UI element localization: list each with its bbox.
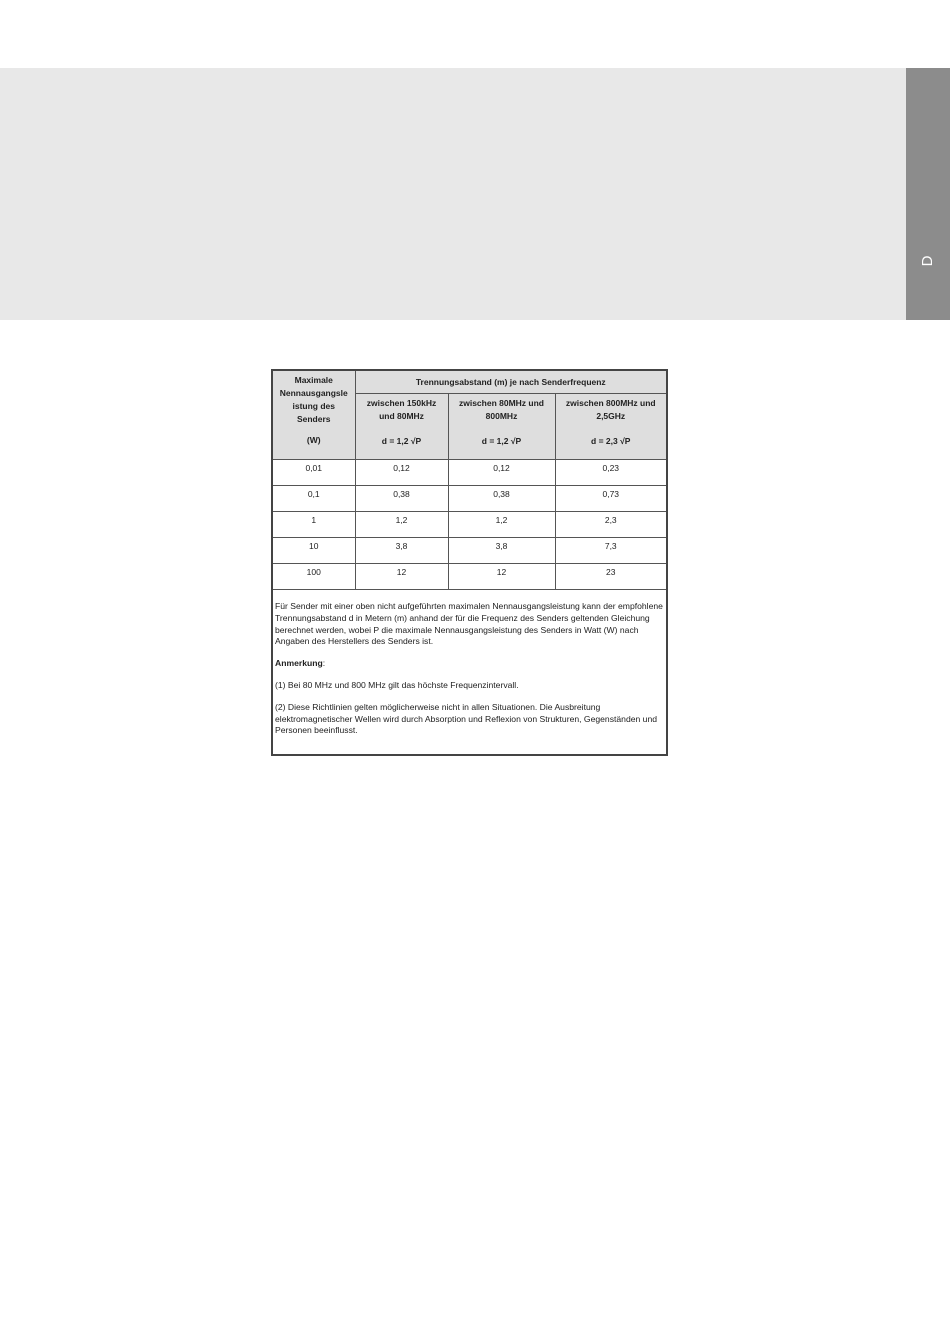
table-cell: 2,3 bbox=[555, 512, 666, 538]
freq-range-line: 800MHz bbox=[485, 411, 518, 421]
freq-range-line: zwischen 150kHz bbox=[366, 398, 437, 408]
table-cell: 100 bbox=[273, 564, 355, 590]
power-header-line: istung des bbox=[292, 401, 335, 411]
freq-range-line: zwischen 80MHz und bbox=[458, 398, 544, 408]
table-cell: 12 bbox=[448, 564, 555, 590]
table-cell: 0,1 bbox=[273, 486, 355, 512]
power-unit: (W) bbox=[306, 435, 321, 445]
table-row bbox=[273, 512, 666, 538]
table-cell: 0,12 bbox=[448, 460, 555, 486]
freq-range-line: zwischen 800MHz und bbox=[565, 398, 656, 408]
power-header-line: Maximale bbox=[294, 375, 333, 385]
table-cell: 7,3 bbox=[555, 538, 666, 564]
power-column-header bbox=[273, 371, 355, 460]
table-cell: 0,38 bbox=[448, 486, 555, 512]
table-cell: 0,38 bbox=[355, 486, 448, 512]
distance-formula: d = 1,2 √P bbox=[481, 436, 522, 446]
table-row bbox=[273, 564, 666, 590]
table-cell: 3,8 bbox=[355, 538, 448, 564]
table-row bbox=[273, 538, 666, 564]
distance-formula: d = 2,3 √P bbox=[591, 436, 631, 446]
freq-column-header bbox=[448, 394, 555, 460]
intro-note: Für Sender mit einer oben nicht aufgeführten maximalen Nennausgangsleistung kann der empfohlene Trennungsabstand d in Metern (m) anhand der für die Frequenz des Senders geltenden Gleichung berechnet werden, wobei P die maximale Nennausgangsleistung des Senders in Watt (W) nach Angaben des Herstellers des Senders ist. bbox=[275, 601, 663, 647]
note-1: (1) Bei 80 MHz und 800 MHz gilt das höchste Frequenzintervall. bbox=[275, 679, 519, 690]
separation-distance-table bbox=[273, 371, 666, 590]
freq-range-line: und 80MHz bbox=[379, 411, 424, 421]
table-row bbox=[273, 460, 666, 486]
table-cell: 0,01 bbox=[273, 460, 355, 486]
header-band bbox=[0, 68, 906, 320]
power-header-line: Nennausgangsle bbox=[279, 388, 348, 398]
table-cell: 3,8 bbox=[448, 538, 555, 564]
freq-column-header bbox=[355, 394, 448, 460]
table-cell: 0,23 bbox=[555, 460, 666, 486]
language-tab-letter: D bbox=[919, 255, 936, 267]
language-side-tab bbox=[906, 68, 950, 320]
table-cell: 10 bbox=[273, 538, 355, 564]
anmerkung-suffix: : bbox=[322, 658, 326, 669]
separation-distance-header: Trennungsabstand (m) je nach Senderfrequenz bbox=[355, 371, 666, 394]
distance-formula: d = 1,2 √P bbox=[381, 436, 422, 446]
separation-distance-box bbox=[271, 369, 668, 756]
power-header-line: Senders bbox=[296, 414, 331, 424]
freq-column-header bbox=[555, 394, 666, 460]
table-cell: 1 bbox=[273, 512, 355, 538]
table-notes bbox=[275, 601, 667, 747]
table-cell: 0,12 bbox=[355, 460, 448, 486]
table-row bbox=[273, 486, 666, 512]
freq-range-line: 2,5GHz bbox=[596, 411, 626, 421]
table-cell: 0,73 bbox=[555, 486, 666, 512]
note-2: (2) Diese Richtlinien gelten möglicherweise nicht in allen Situationen. Die Ausbreitung elektromagnetischer Wellen wird durch Absorption und Reflexion von Strukturen, Gegenständen und Personen beeinflusst. bbox=[275, 701, 658, 736]
table-cell: 23 bbox=[555, 564, 666, 590]
table-cell: 1,2 bbox=[448, 512, 555, 538]
anmerkung-label: Anmerkung bbox=[275, 658, 323, 669]
anmerkung-heading bbox=[275, 658, 667, 670]
table-cell: 12 bbox=[355, 564, 448, 590]
table-cell: 1,2 bbox=[355, 512, 448, 538]
